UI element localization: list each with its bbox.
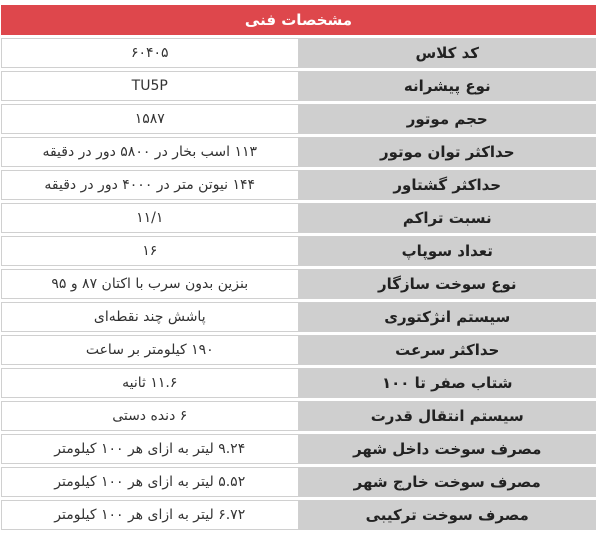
spec-value: ۱۵۸۷ — [1, 104, 299, 134]
spec-value: ۱۱.۶ ثانیه — [1, 368, 299, 398]
spec-label: شتاب صفر تا ۱۰۰ — [299, 368, 597, 398]
table-row — [1, 203, 596, 233]
table-row — [1, 38, 596, 68]
spec-label: مصرف سوخت خارج شهر — [299, 467, 597, 497]
table-title: مشخصات فنی — [1, 5, 596, 35]
table-row — [1, 500, 596, 530]
spec-label: حداکثر سرعت — [299, 335, 597, 365]
spec-label: مصرف سوخت ترکیبی — [299, 500, 597, 530]
table-row — [1, 170, 596, 200]
spec-value: ۱۹۰ کیلومتر بر ساعت — [1, 335, 299, 365]
table-row — [1, 71, 596, 101]
spec-label: کد کلاس — [299, 38, 597, 68]
spec-value: ۱۴۴ نیوتن متر در ۴۰۰۰ دور در دقیقه — [1, 170, 299, 200]
table-row — [1, 269, 596, 299]
spec-value: TU5P — [1, 71, 299, 101]
spec-value: ۶۰۴۰۵ — [1, 38, 299, 68]
table-row — [1, 302, 596, 332]
table-row — [1, 137, 596, 167]
spec-value: ۹.۲۴ لیتر به ازای هر ۱۰۰ کیلومتر — [1, 434, 299, 464]
table-header-row — [1, 5, 596, 35]
spec-value: ۱۱۳ اسب بخار در ۵۸۰۰ دور در دقیقه — [1, 137, 299, 167]
spec-value: ۵.۵۲ لیتر به ازای هر ۱۰۰ کیلومتر — [1, 467, 299, 497]
spec-label: سیستم انتقال قدرت — [299, 401, 597, 431]
spec-label: حداکثر توان موتور — [299, 137, 597, 167]
spec-value: ۶ دنده دستی — [1, 401, 299, 431]
spec-label: نوع سوخت سازگار — [299, 269, 597, 299]
spec-value: پاشش چند نقطه‌ای — [1, 302, 299, 332]
table-row — [1, 401, 596, 431]
table-row — [1, 368, 596, 398]
spec-label: نوع پیشرانه — [299, 71, 597, 101]
spec-label: حداکثر گشتاور — [299, 170, 597, 200]
table-row — [1, 236, 596, 266]
spec-label: سیستم انژکتوری — [299, 302, 597, 332]
table-row — [1, 335, 596, 365]
spec-label: نسبت تراکم — [299, 203, 597, 233]
spec-label: تعداد سوپاپ — [299, 236, 597, 266]
specifications-body — [1, 38, 596, 530]
specifications-table — [1, 2, 596, 533]
spec-label: مصرف سوخت داخل شهر — [299, 434, 597, 464]
table-row — [1, 104, 596, 134]
table-row — [1, 434, 596, 464]
spec-label: حجم موتور — [299, 104, 597, 134]
spec-value: ۶.۷۲ لیتر به ازای هر ۱۰۰ کیلومتر — [1, 500, 299, 530]
spec-value: بنزین بدون سرب با اکتان ۸۷ و ۹۵ — [1, 269, 299, 299]
spec-value: ۱۶ — [1, 236, 299, 266]
spec-value: ۱۱/۱ — [1, 203, 299, 233]
table-row — [1, 467, 596, 497]
